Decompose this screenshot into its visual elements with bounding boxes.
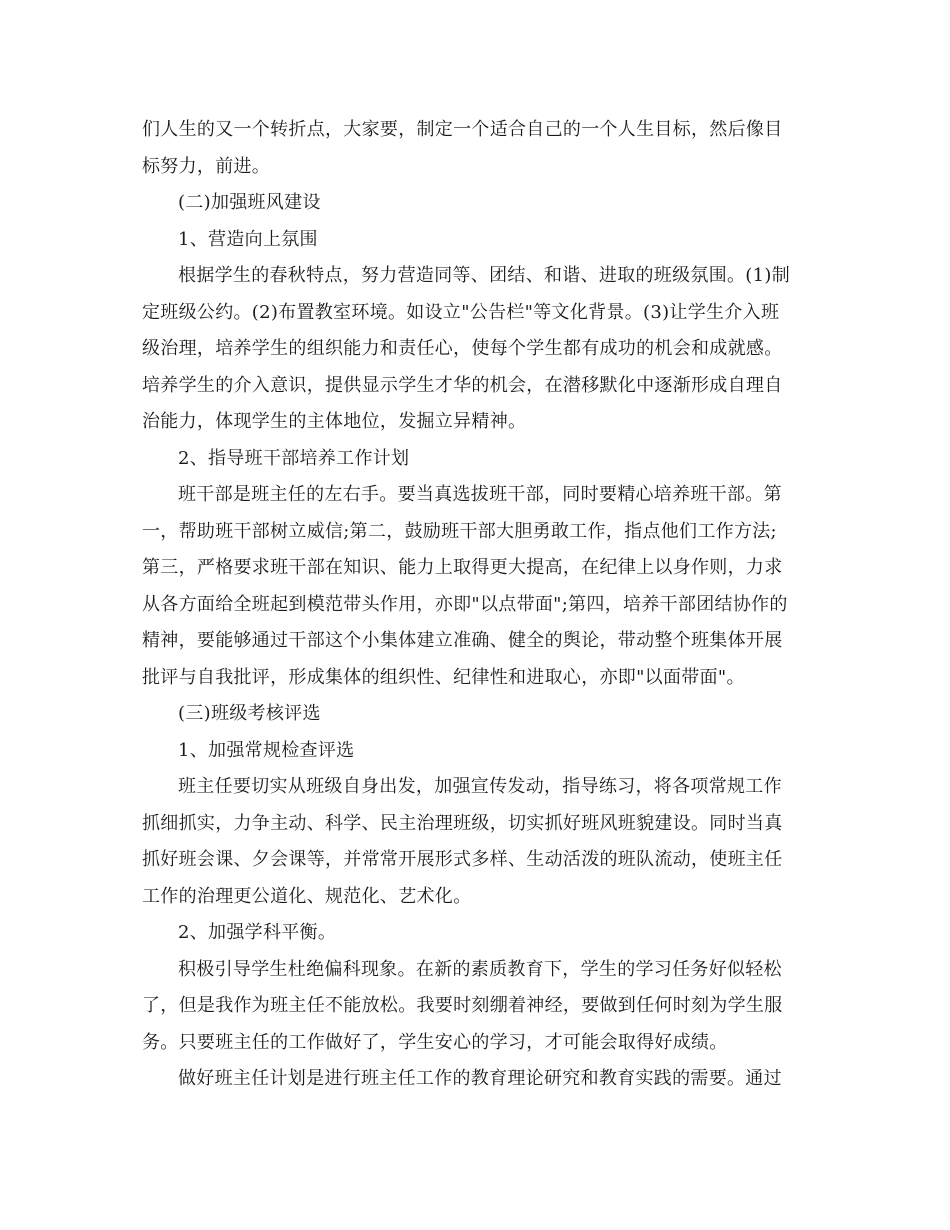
text-line: 根据学生的春秋特点，努力营造同等、团结、和谐、进取的班级氛围。(1)制: [178, 265, 790, 286]
text-line: 第三，严格要求班干部在知识、能力上取得更大提高，在纪律上以身作则，力求: [142, 557, 783, 578]
text-line: 班干部是班主任的左右手。要当真选拔班干部，同时要精心培养班干部。第: [178, 484, 782, 505]
text-line: 1、加强常规检查评选: [178, 739, 355, 761]
text-line: 培养学生的介入意识，提供显示学生才华的机会，在潜移默化中逐渐形成自理自: [142, 374, 783, 396]
text-line: 级治理，培养学生的组织能力和责任心，使每个学生都有成功的机会和成就感。: [142, 338, 783, 359]
text-line: 了，但是我作为班主任不能放松。我要时刻绷着神经，要做到任何时刻为学生服: [142, 995, 783, 1016]
text-line: 工作的治理更公道化、规范化、艺术化。: [142, 885, 472, 907]
text-line: 抓好班会课、夕会课等，并常常开展形式多样、生动活泼的班队流动，使班主任: [142, 849, 783, 870]
text-line: 批评与自我批评，形成集体的组织性、纪律性和进取心，亦即"以面带面"。: [142, 666, 745, 688]
text-line: 1、营造向上氛围: [178, 228, 318, 250]
text-line: 精神，要能够通过干部这个小集体建立准确、健全的舆论，带动整个班集体开展: [142, 630, 783, 651]
text-line: 2、加强学科平衡。: [178, 922, 337, 943]
text-line: 2、指导班干部培养工作计划: [178, 447, 410, 469]
text-line: 定班级公约。(2)布置教室环境。如设立"公告栏"等文化背景。(3)让学生介入班: [142, 301, 780, 323]
text-line: 务。只要班主任的工作做好了，学生安心的学习，才可能会取得好成绩。: [142, 1031, 728, 1053]
text-line: 班主任要切实从班级自身出发，加强宣传发动，指导练习，将各项常规工作: [178, 776, 782, 797]
text-line: 们人生的又一个转折点，大家要，制定一个适合自己的一个人生目标，然后像目: [142, 119, 783, 140]
text-line: 治能力，体现学生的主体地位，发掘立异精神。: [142, 411, 527, 432]
text-line: (二)加强班风建设: [178, 192, 321, 213]
text-line: 标努力，前进。: [142, 155, 271, 177]
text-line: (三)班级考核评选: [178, 703, 321, 724]
text-line: 做好班主任计划是进行班主任工作的教育理论研究和教育实践的需要。通过: [178, 1068, 782, 1089]
text-line: 从各方面给全班起到模范带头作用，亦即"以点带面";第四，培养干部团结协作的: [142, 593, 788, 615]
document-body: [142, 112, 802, 1098]
text-line: 一，帮助班干部树立威信;第二，鼓励班干部大胆勇敢工作，指点他们工作方法;: [142, 520, 777, 542]
text-line: 抓细抓实，力争主动、科学、民主治理班级，切实抓好班风班貌建设。同时当真: [142, 812, 783, 834]
text-line: 积极引导学生杜绝偏科现象。在新的素质教育下，学生的学习任务好似轻松: [178, 958, 782, 980]
